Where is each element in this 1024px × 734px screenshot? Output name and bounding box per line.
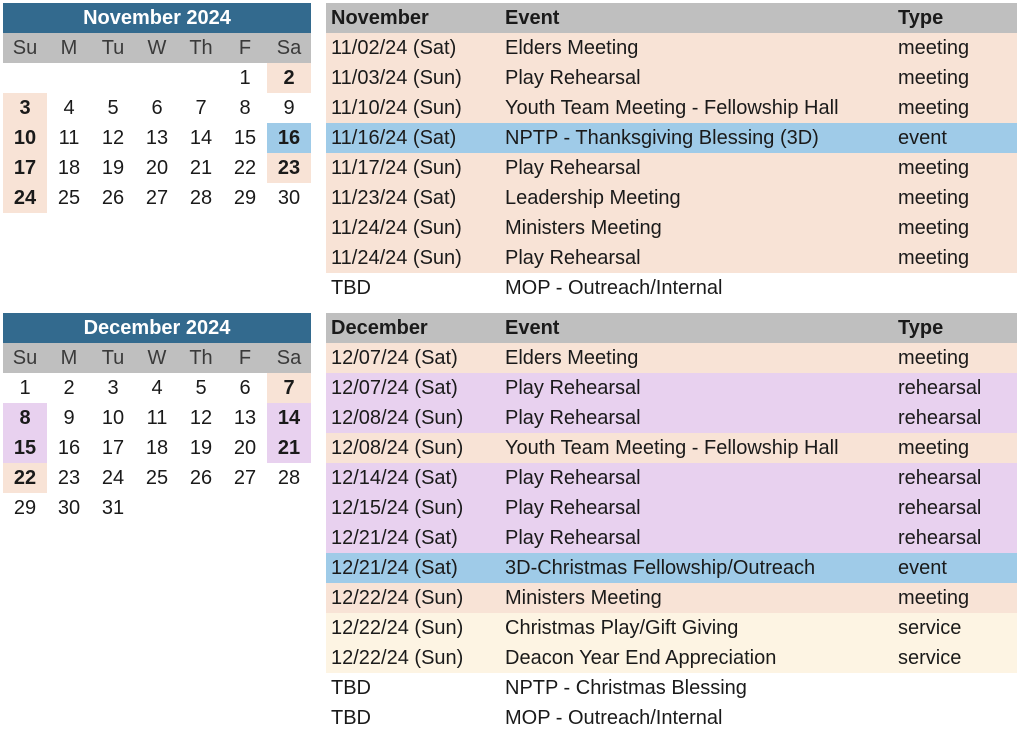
calendar-day: 16: [267, 123, 311, 153]
event-type: meeting: [898, 67, 970, 89]
december-table-body: [326, 343, 1017, 733]
calendar-day: 19: [189, 437, 213, 459]
event-name: Play Rehearsal: [505, 467, 641, 489]
event-name: Play Rehearsal: [505, 157, 641, 179]
calendar-day: 11: [146, 407, 168, 429]
event-name: Play Rehearsal: [505, 247, 641, 269]
event-name: Elders Meeting: [505, 347, 639, 369]
event-date: 11/02/24 (Sat): [331, 37, 457, 59]
event-date: 12/07/24 (Sat): [331, 347, 458, 369]
calendar-day: 22: [233, 157, 257, 179]
calendar-empty-cell: [179, 63, 223, 93]
event-row: [326, 433, 1017, 463]
calendar-day: 8: [239, 97, 251, 119]
event-row: [326, 703, 1017, 733]
event-row: [326, 463, 1017, 493]
calendar-day: 15: [3, 433, 47, 463]
calendar-week: [3, 93, 311, 123]
event-name: NPTP - Christmas Blessing: [505, 677, 747, 699]
calendar-week: [3, 373, 311, 403]
calendar-day: 24: [101, 467, 125, 489]
calendar-day: 19: [101, 157, 125, 179]
event-name: Youth Team Meeting - Fellowship Hall: [505, 437, 839, 459]
event-type: meeting: [898, 247, 970, 269]
weekday-label: F: [238, 347, 252, 369]
calendar-day: 13: [233, 407, 257, 429]
calendar-day: 29: [233, 187, 257, 209]
november-calendar-title: November 2024: [3, 3, 311, 33]
calendar-empty-cell: [223, 493, 267, 523]
event-name: Play Rehearsal: [505, 527, 641, 549]
calendar-day: 25: [145, 467, 169, 489]
event-row: [326, 63, 1017, 93]
event-date: 11/10/24 (Sun): [331, 97, 462, 119]
event-row: [326, 213, 1017, 243]
calendar-day: 22: [3, 463, 47, 493]
event-type: rehearsal: [898, 467, 982, 489]
event-row: [326, 553, 1017, 583]
calendar-day: 5: [195, 377, 207, 399]
november-weekday-header: [3, 33, 311, 63]
event-type: meeting: [898, 37, 970, 59]
calendar-week: [3, 63, 311, 93]
event-type: meeting: [898, 187, 970, 209]
calendar-day: 30: [57, 497, 81, 519]
event-row: [326, 673, 1017, 703]
event-type: meeting: [898, 347, 970, 369]
calendar-week: [3, 183, 311, 213]
calendar-day: 9: [283, 97, 295, 119]
calendar-day: 18: [145, 437, 169, 459]
event-type: [898, 273, 1017, 303]
calendar-empty-cell: [135, 493, 179, 523]
event-date: 12/07/24 (Sat): [331, 377, 458, 399]
event-type: service: [898, 617, 962, 639]
event-date: 11/03/24 (Sun): [331, 67, 462, 89]
event-row: [326, 373, 1017, 403]
calendar-day: 3: [107, 377, 119, 399]
calendar-day: 3: [3, 93, 47, 123]
calendar-day: 16: [57, 437, 81, 459]
calendar-day: 1: [239, 67, 251, 89]
event-row: [326, 243, 1017, 273]
event-type: rehearsal: [898, 497, 982, 519]
december-table-header: [326, 313, 1017, 343]
event-name: MOP - Outreach/Internal: [505, 707, 723, 729]
event-name: Play Rehearsal: [505, 497, 641, 519]
calendar-day: 14: [189, 127, 213, 149]
header-event: Event: [505, 317, 560, 339]
december-events-table: [326, 313, 1017, 733]
event-name: Elders Meeting: [505, 37, 639, 59]
november-events-table: [326, 3, 1017, 303]
header-date: November: [331, 7, 429, 29]
header-type: Type: [898, 317, 944, 339]
calendar-day: 5: [107, 97, 119, 119]
event-name: NPTP - Thanksgiving Blessing (3D): [505, 127, 819, 149]
header-event: Event: [505, 7, 560, 29]
calendar-week: [3, 463, 311, 493]
weekday-label: W: [147, 347, 167, 369]
event-date: 11/24/24 (Sun): [331, 247, 462, 269]
calendar-day: 21: [267, 433, 311, 463]
calendar-week: [3, 153, 311, 183]
event-date: 12/21/24 (Sat): [331, 557, 458, 579]
event-date: 11/24/24 (Sun): [331, 217, 462, 239]
event-type: event: [898, 557, 947, 579]
event-type: [898, 673, 1017, 703]
weekday-label: M: [60, 347, 78, 369]
calendar-day: 11: [58, 127, 80, 149]
event-name: MOP - Outreach/Internal: [505, 277, 723, 299]
weekday-label: Th: [189, 347, 213, 369]
event-date: 12/22/24 (Sun): [331, 617, 464, 639]
event-name: Ministers Meeting: [505, 587, 662, 609]
event-name: Ministers Meeting: [505, 217, 662, 239]
event-type: meeting: [898, 437, 970, 459]
event-date: 12/14/24 (Sat): [331, 467, 458, 489]
event-date: TBD: [331, 707, 371, 729]
calendar-empty-cell: [135, 63, 179, 93]
event-row: [326, 153, 1017, 183]
weekday-label: Su: [12, 37, 38, 59]
event-type: service: [898, 647, 962, 669]
calendar-day: 12: [101, 127, 125, 149]
calendar-week: [3, 493, 311, 523]
calendar-day: 6: [151, 97, 163, 119]
event-row: [326, 403, 1017, 433]
calendar-day: 13: [145, 127, 169, 149]
december-calendar-title: December 2024: [3, 313, 311, 343]
calendar-day: 25: [57, 187, 81, 209]
event-row: [326, 273, 1017, 303]
event-date: 12/08/24 (Sun): [331, 407, 464, 429]
calendar-day: 7: [267, 373, 311, 403]
calendar-day: 10: [101, 407, 125, 429]
calendar-day: 21: [189, 157, 213, 179]
event-date: 12/22/24 (Sun): [331, 587, 464, 609]
calendar-day: 6: [239, 377, 251, 399]
event-date: TBD: [331, 277, 371, 299]
calendar-day: 24: [3, 183, 47, 213]
calendar-empty-cell: [179, 493, 223, 523]
event-date: 11/23/24 (Sat): [331, 187, 457, 209]
weekday-label: M: [60, 37, 78, 59]
calendar-empty-cell: [47, 63, 91, 93]
calendar-day: 20: [145, 157, 169, 179]
december-weekday-header: [3, 343, 311, 373]
calendar-day: 17: [101, 437, 125, 459]
event-date: TBD: [331, 677, 371, 699]
event-row: [326, 583, 1017, 613]
event-name: Leadership Meeting: [505, 187, 681, 209]
event-type: rehearsal: [898, 407, 982, 429]
event-name: 3D-Christmas Fellowship/Outreach: [505, 557, 816, 579]
event-row: [326, 93, 1017, 123]
calendar-week: [3, 403, 311, 433]
event-name: Youth Team Meeting - Fellowship Hall: [505, 97, 839, 119]
calendar-empty-cell: [91, 63, 135, 93]
event-type: event: [898, 127, 947, 149]
event-name: Play Rehearsal: [505, 67, 641, 89]
event-date: 12/21/24 (Sat): [331, 527, 458, 549]
event-name: Deacon Year End Appreciation: [505, 647, 777, 669]
calendar-day: 27: [145, 187, 169, 209]
header-date: December: [331, 317, 428, 339]
november-calendar: [3, 3, 311, 213]
event-row: [326, 33, 1017, 63]
calendar-day: 14: [267, 403, 311, 433]
event-date: 12/15/24 (Sun): [331, 497, 464, 519]
weekday-label: W: [147, 37, 167, 59]
calendar-day: 31: [101, 497, 125, 519]
december-calendar: [3, 313, 311, 523]
event-type: [898, 703, 1017, 733]
weekday-label: Su: [12, 347, 38, 369]
calendar-day: 26: [101, 187, 125, 209]
event-name: Play Rehearsal: [505, 407, 641, 429]
calendar-day: 29: [13, 497, 37, 519]
calendar-day: 1: [19, 377, 31, 399]
weekday-label: Tu: [101, 37, 125, 59]
event-row: [326, 123, 1017, 153]
event-row: [326, 343, 1017, 373]
calendar-week: [3, 123, 311, 153]
calendar-week: [3, 433, 311, 463]
november-table-body: [326, 33, 1017, 303]
calendar-empty-cell: [267, 493, 311, 523]
calendar-day: 8: [3, 403, 47, 433]
calendar-day: 18: [57, 157, 81, 179]
event-type: rehearsal: [898, 527, 982, 549]
event-name: Play Rehearsal: [505, 377, 641, 399]
calendar-day: 28: [277, 467, 301, 489]
calendar-day: 30: [277, 187, 301, 209]
event-row: [326, 523, 1017, 553]
event-name: Christmas Play/Gift Giving: [505, 617, 739, 639]
calendar-day: 12: [189, 407, 213, 429]
calendar-day: 2: [267, 63, 311, 93]
weekday-label: Th: [189, 37, 213, 59]
calendar-day: 23: [267, 153, 311, 183]
calendar-day: 4: [63, 97, 75, 119]
calendar-day: 15: [233, 127, 257, 149]
november-calendar-grid: [3, 63, 311, 213]
november-table-header: [326, 3, 1017, 33]
event-type: meeting: [898, 217, 970, 239]
event-date: 11/16/24 (Sat): [331, 127, 457, 149]
calendar-day: 9: [63, 407, 75, 429]
event-date: 12/08/24 (Sun): [331, 437, 464, 459]
event-row: [326, 613, 1017, 643]
calendar-day: 10: [3, 123, 47, 153]
event-date: 12/22/24 (Sun): [331, 647, 464, 669]
weekday-label: Tu: [101, 347, 125, 369]
calendar-day: 27: [233, 467, 257, 489]
event-type: meeting: [898, 157, 970, 179]
event-type: meeting: [898, 587, 970, 609]
calendar-day: 7: [195, 97, 207, 119]
calendar-day: 26: [189, 467, 213, 489]
event-date: 11/17/24 (Sun): [331, 157, 462, 179]
calendar-day: 2: [63, 377, 75, 399]
event-row: [326, 643, 1017, 673]
weekday-label: Sa: [276, 347, 302, 369]
calendar-day: 17: [3, 153, 47, 183]
header-type: Type: [898, 7, 944, 29]
calendar-day: 4: [151, 377, 163, 399]
calendar-day: 23: [57, 467, 81, 489]
weekday-label: F: [238, 37, 252, 59]
december-calendar-grid: [3, 373, 311, 523]
calendar-day: 28: [189, 187, 213, 209]
event-type: rehearsal: [898, 377, 982, 399]
event-type: meeting: [898, 97, 970, 119]
calendar-day: 20: [233, 437, 257, 459]
event-row: [326, 183, 1017, 213]
calendar-empty-cell: [3, 63, 47, 93]
weekday-label: Sa: [276, 37, 302, 59]
event-row: [326, 493, 1017, 523]
